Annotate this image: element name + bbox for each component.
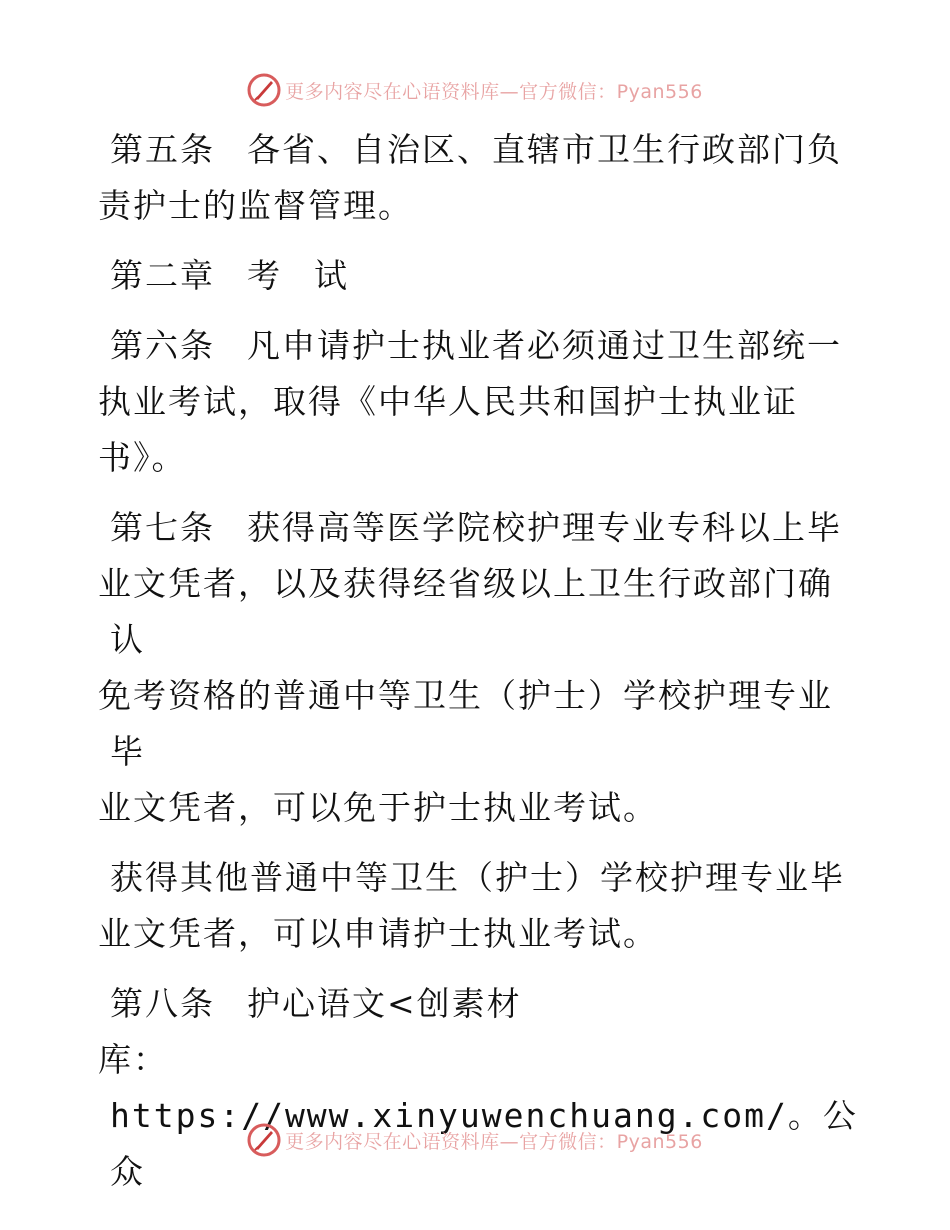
watermark-wechat-id: Pyan556 xyxy=(616,1130,703,1153)
watermark-wechat-id: Pyan556 xyxy=(616,80,703,103)
article-6-title: 第六条 xyxy=(110,326,215,365)
footer-watermark xyxy=(0,1120,950,1160)
article-8-title: 第八条 xyxy=(110,984,215,1023)
article-8-line-2-url: 库：https://www.xinyuwenchuang.com/。公众 xyxy=(98,1040,858,1191)
article-6-line-1: 凡申请护士执业者必须通过卫生部统一 xyxy=(247,326,842,365)
article-5 xyxy=(98,122,858,234)
chapter-2-title-b: 试 xyxy=(314,256,349,295)
article-8 xyxy=(98,976,858,1200)
article-6 xyxy=(98,318,858,486)
document-body xyxy=(98,122,858,1214)
article-6-line-2: 执业考试，取得《中华人民共和国护士执业证 xyxy=(98,382,798,421)
article-5-line-1: 各省、自治区、直辖市卫生行政部门负 xyxy=(247,130,842,169)
chapter-2-title-a: 考 xyxy=(247,256,282,295)
feather-pen-icon xyxy=(247,73,281,107)
article-7-p2-line-2: 业文凭者，可以申请护士执业考试。 xyxy=(98,914,658,953)
chapter-2-number: 第二章 xyxy=(110,256,215,295)
article-7-p2-line-1: 获得其他普通中等卫生（护士）学校护理专业毕 xyxy=(110,858,845,897)
article-5-line-2: 责护士的监督管理。 xyxy=(98,186,413,225)
header-watermark xyxy=(0,70,950,110)
article-7-paragraph-2 xyxy=(98,850,858,962)
chapter-2-heading xyxy=(98,248,858,304)
article-7-line-3: 免考资格的普通中等卫生（护士）学校护理专业毕 xyxy=(98,676,833,771)
article-7-line-2: 业文凭者，以及获得经省级以上卫生行政部门确认 xyxy=(98,564,833,659)
article-7 xyxy=(98,500,858,836)
article-7-title: 第七条 xyxy=(110,508,215,547)
article-8-line-1: 护心语文<创素材 xyxy=(247,984,522,1023)
article-6-line-3: 书》。 xyxy=(98,438,187,477)
article-7-line-1: 获得高等医学院校护理专业专科以上毕 xyxy=(247,508,842,547)
watermark-text: 更多内容尽在心语资料库—官方微信：Pyan556 xyxy=(285,80,703,103)
article-5-title: 第五条 xyxy=(110,130,215,169)
watermark-text: 更多内容尽在心语资料库—官方微信：Pyan556 xyxy=(285,1130,703,1153)
feather-pen-icon xyxy=(247,1123,281,1157)
article-7-line-4: 业文凭者，可以免于护士执业考试。 xyxy=(98,788,658,827)
